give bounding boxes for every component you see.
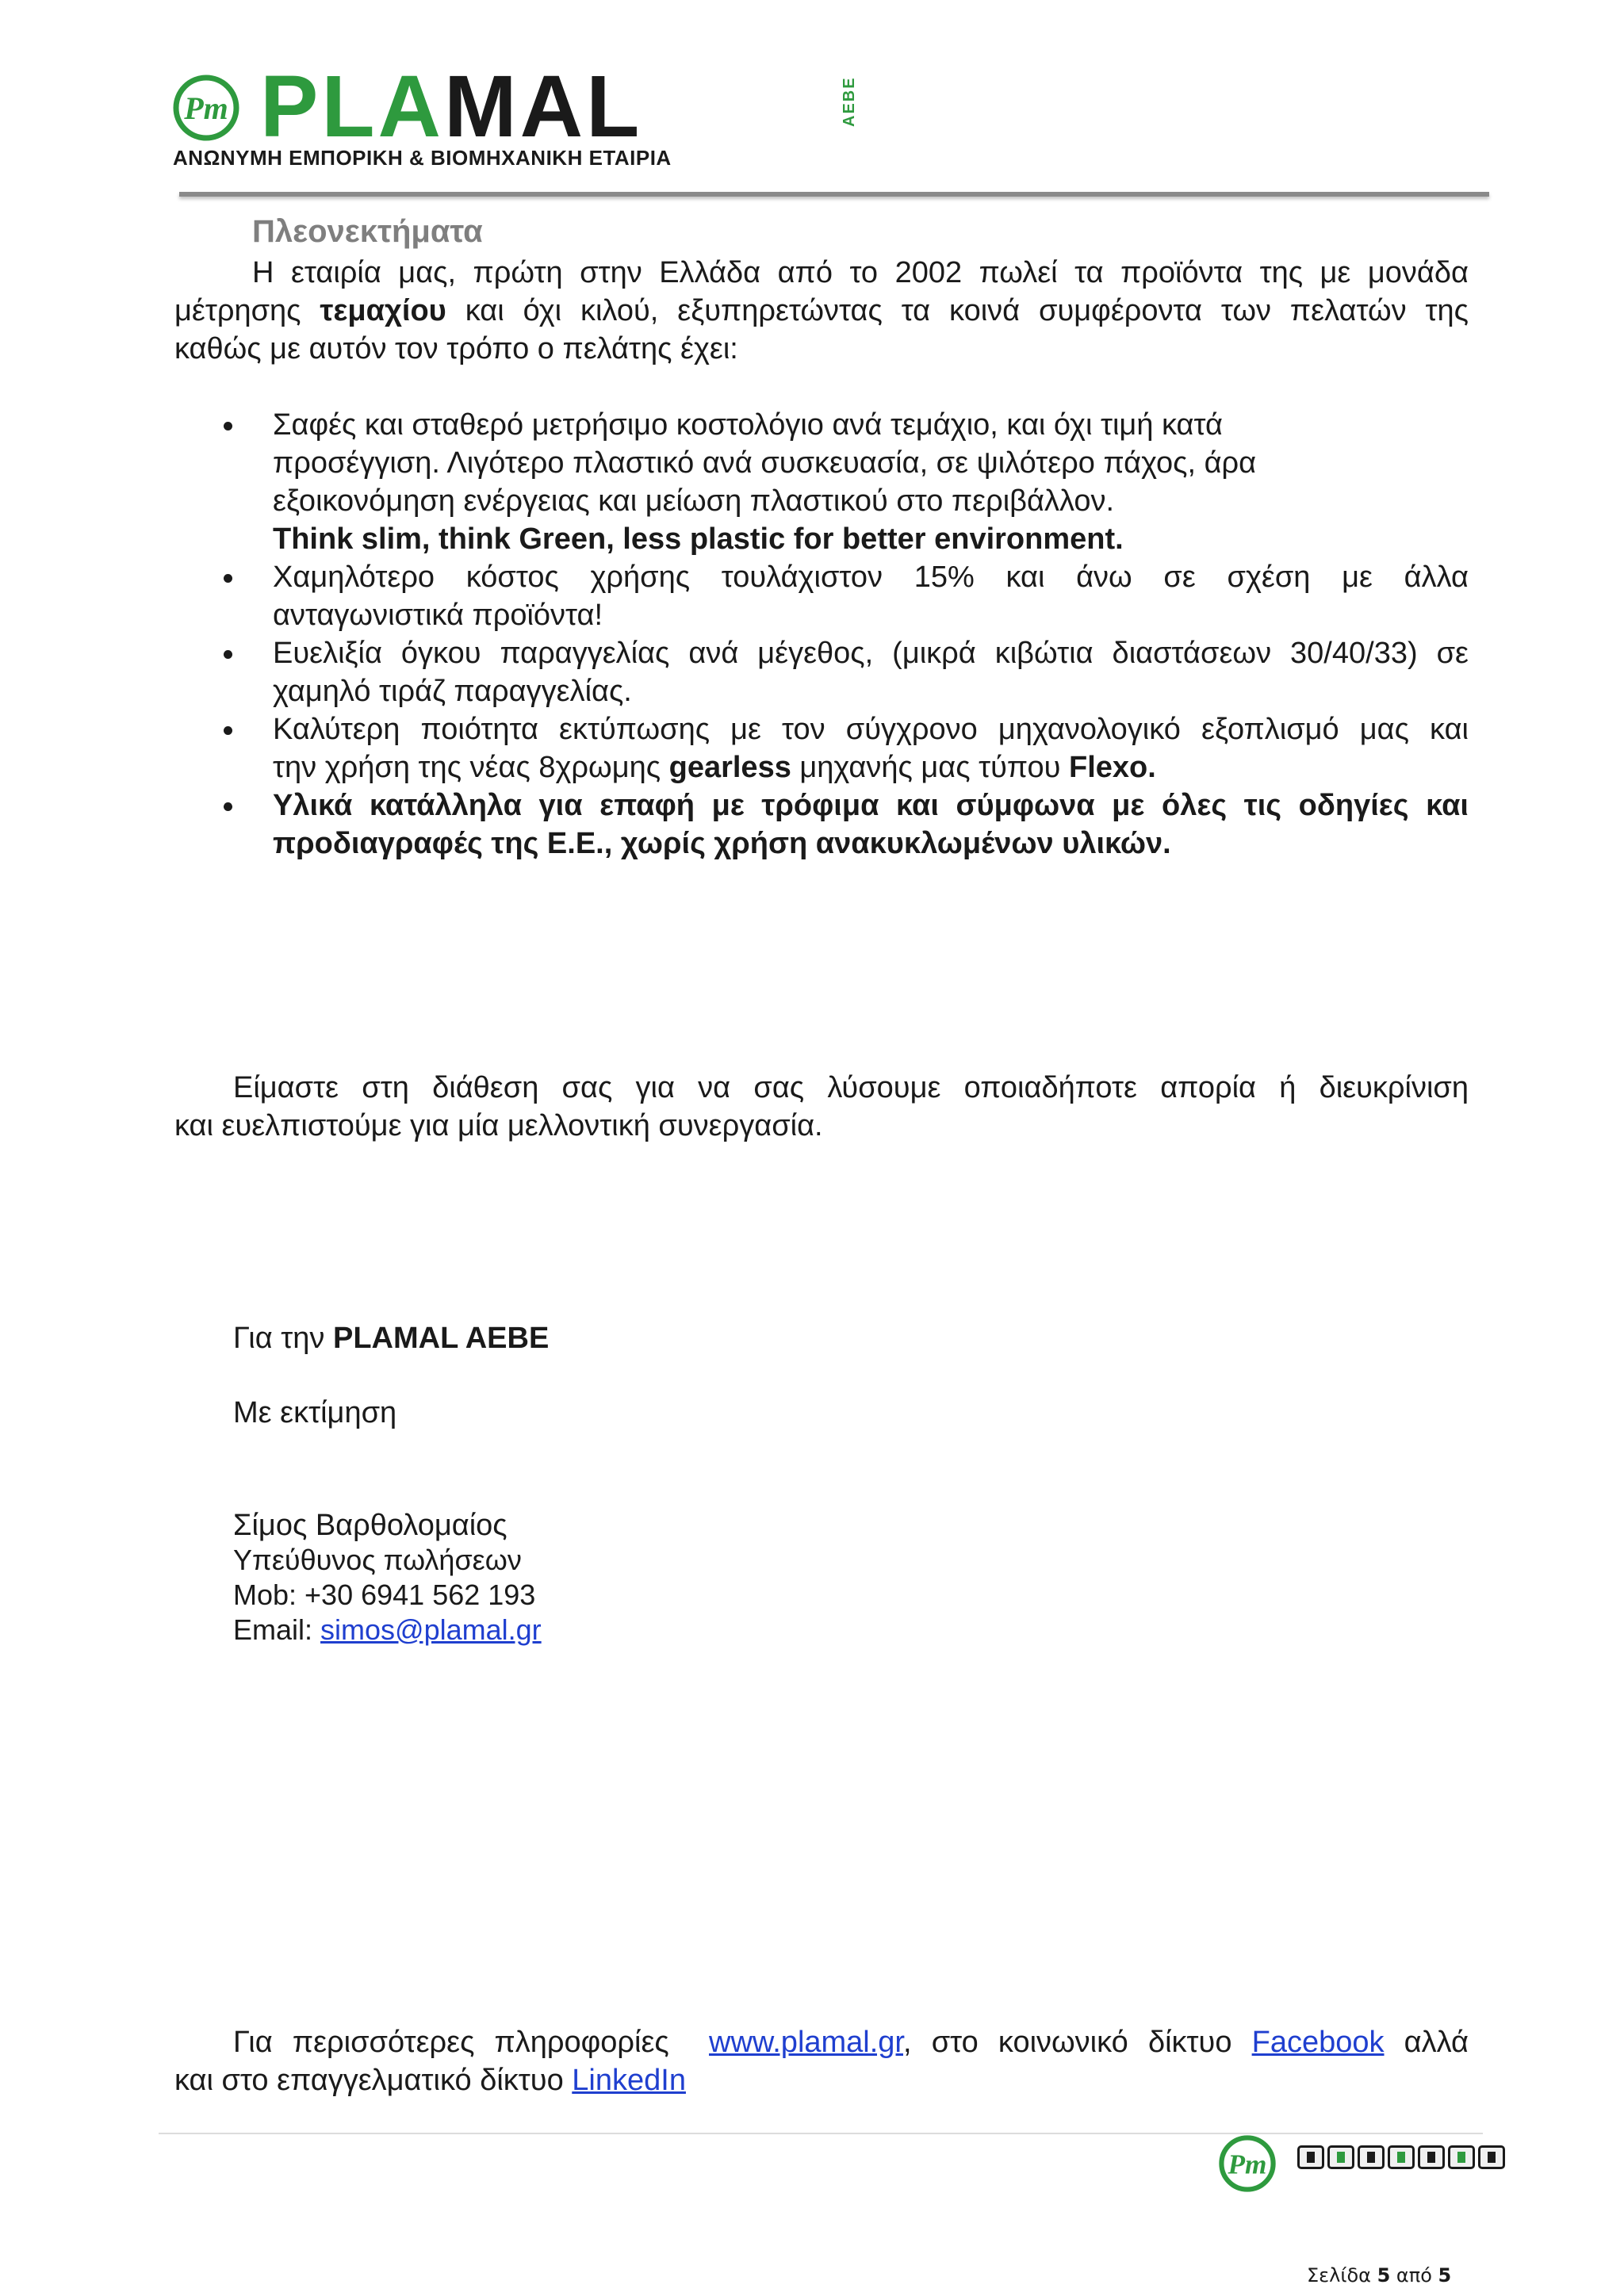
list-item: Ευελιξία όγκου παραγγελίας ανά μέγεθος, (μικρά κιβώτια διαστάσεων 30/40/33) σε χαμηλό τιράζ παραγγελίας.: [174, 634, 1469, 710]
company-name: PLAMAL AEBE: [332, 1322, 550, 1355]
page-number: Σελίδα 5 από 5: [1307, 2264, 1452, 2286]
logo-wordmark: [260, 58, 643, 155]
signature-for: Για την PLAMAL AEBE: [233, 1322, 550, 1355]
bullet-icon: [224, 422, 232, 430]
slogan: Think slim, think Green, less plastic for better environment.: [273, 522, 1124, 556]
product-icon: [1478, 2145, 1505, 2169]
list-item: Χαμηλότερο κόστος χρήσης τουλάχιστον 15% και άνω σε σχέση με άλλα ανταγωνιστικά προϊόντα!: [174, 558, 1469, 634]
svg-text:Pm: Pm: [184, 90, 228, 126]
product-icon: [1297, 2145, 1324, 2169]
pm-emblem-small-icon: [1218, 2134, 1277, 2193]
email-link[interactable]: simos@plamal.gr: [320, 1613, 542, 1646]
product-icons-strip: [1297, 2145, 1505, 2169]
product-icon: [1388, 2145, 1415, 2169]
product-icon: [1327, 2145, 1354, 2169]
closing-paragraph: Είμαστε στη διάθεση σας για να σας λύσουμε οποιαδήποτε απορία ή διευκρίνιση και ευελπιστούμε για μία μελλοντική συνεργασία.: [174, 1071, 1469, 1142]
bullet-icon: [224, 650, 232, 659]
logo-word-green: PLA: [260, 58, 444, 155]
info-paragraph: Για περισσότερες πληροφορίες www.plamal.gr, στο κοινωνικό δίκτυο Facebook αλλά και στο επαγγελματικό δίκτυο LinkedIn: [174, 2026, 1469, 2097]
linkedin-link[interactable]: LinkedIn: [572, 2064, 686, 2097]
intro-line: Η εταιρία μας, πρώτη στην Ελλάδα από το 2002 πωλεί τα προϊόντα της με μονάδα: [252, 256, 1469, 289]
logo-word-dark: MAL: [444, 58, 643, 155]
svg-text:Pm: Pm: [1228, 2149, 1267, 2180]
logo-aebe-label: AEBE: [841, 76, 858, 127]
section-title: Πλεονεκτήματα: [252, 214, 483, 249]
signatory-email: Email: simos@plamal.gr: [233, 1613, 542, 1646]
footer-divider: [159, 2133, 1483, 2134]
bullet-icon: [224, 802, 232, 811]
facebook-link[interactable]: Facebook: [1251, 2026, 1385, 2059]
intro-line: καθώς με αυτόν τον τρόπο ο πελάτης έχει:: [174, 332, 738, 365]
signatory-mobile: Mob: +30 6941 562 193: [233, 1578, 536, 1611]
header-divider: [179, 192, 1489, 197]
website-link[interactable]: www.plamal.gr: [709, 2026, 903, 2059]
pm-emblem-icon: [173, 75, 239, 141]
intro-paragraph: [174, 254, 1469, 368]
signatory-name: Σίμος Βαρθολομαίος: [233, 1509, 508, 1542]
signature-regards: Με εκτίμηση: [233, 1396, 397, 1429]
bullet-icon: [224, 574, 232, 583]
company-subtitle: ΑΝΩΝΥΜΗ ΕΜΠΟΡΙΚΗ & ΒΙΟΜΗΧΑΝΙΚΗ ΕΤΑΙΡΙΑ: [173, 146, 672, 170]
list-item: Υλικά κατάλληλα για επαφή με τρόφιμα και σύμφωνα με όλες τις οδηγίες και προδιαγραφές της Ε.Ε., χωρίς χρήση ανακυκλωμένων υλικών.: [174, 786, 1469, 863]
bullet-icon: [224, 726, 232, 735]
list-item: Σαφές και σταθερό μετρήσιμο κοστολόγιο ανά τεμάχιο, και όχι τιμή κατά προσέγγιση. Λιγότερο πλαστικό ανά συσκευασία, σε ψιλότερο πάχος, άρα εξοικονόμηση ενέργειας και μείωση πλαστικού στο περιβάλλον. Think slim, think Green, less plastic for better environment.: [174, 406, 1469, 558]
intro-line: μέτρησης τεμαχίου και όχι κιλού, εξυπηρετώντας τα κοινά συμφέροντα των πελατών της: [174, 294, 1469, 327]
product-icon: [1358, 2145, 1385, 2169]
advantages-list: [174, 406, 1469, 863]
product-icon: [1448, 2145, 1475, 2169]
bold-term: τεμαχίου: [320, 294, 446, 327]
list-item: Καλύτερη ποιότητα εκτύπωσης με τον σύγχρονο μηχανολογικό εξοπλισμό μας και την χρήση της νέας 8χρωμης gearless μηχανής μας τύπου Flexo.: [174, 710, 1469, 786]
product-icon: [1418, 2145, 1445, 2169]
signatory-role: Υπεύθυνος πωλήσεων: [233, 1544, 522, 1576]
